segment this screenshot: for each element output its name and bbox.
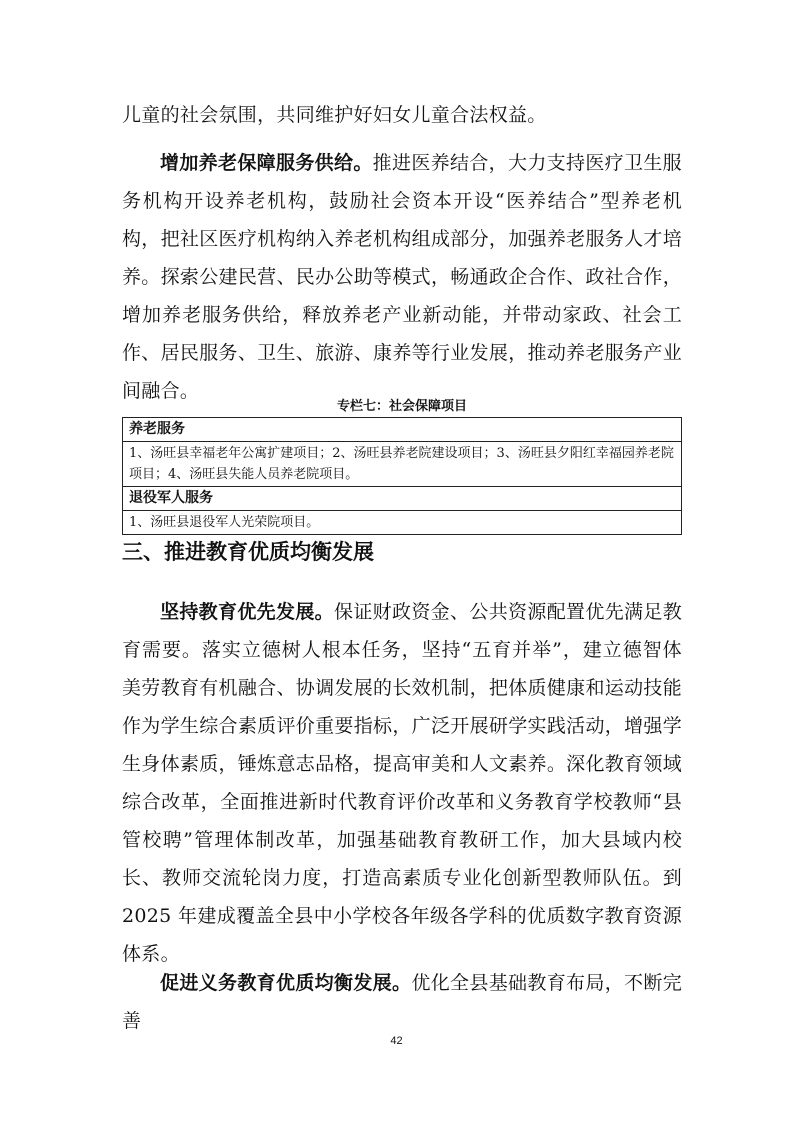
box-title: 专栏七：社会保障项目 bbox=[336, 399, 467, 414]
paragraph-elderly-care bbox=[122, 144, 682, 410]
paragraph-compulsory-education bbox=[122, 964, 682, 1040]
paragraph-text: 保证财政资金、公共资源配置优先满足教育需要。落实立德树人根本任务，坚持“五育并举”，建立德智体美劳教育有机融合、协调发展的长效机制，把体质健康和运动技能作为学生综合素质评价重要指标，广泛开展研学实践活动，增强学生身体素质，锤炼意志品格，提高审美和人文素养。深化教育领域综合改革，全面推进新时代教育评价改革和义务教育学校教师“县管校聘”管理体制改革，加强基础教育教研工作，加大县域内校长、教师交流轮岗力度，打造高素质专业化创新型教师队伍。到 2025 年建成覆盖全县中小学校各年级各学科的优质数字教育资源体系。 bbox=[122, 601, 682, 965]
table-cell: 1、汤旺县退役军人光荣院项目。 bbox=[123, 511, 682, 535]
table-row bbox=[123, 487, 682, 511]
table-section-header: 退役军人服务 bbox=[123, 487, 682, 511]
section-heading: 三、推进教育优质均衡发展 bbox=[122, 540, 374, 564]
paragraph-text: 儿童的社会氛围，共同维护好妇女儿童合法权益。 bbox=[122, 104, 547, 126]
table-row bbox=[123, 442, 682, 487]
table-row bbox=[123, 511, 682, 535]
paragraph-text: 优化全县基础教育布局，不断完善 bbox=[122, 972, 683, 1032]
paragraph-lead: 增加养老保障服务供给。 bbox=[160, 152, 373, 174]
project-box-table bbox=[122, 417, 682, 535]
paragraph-education-priority bbox=[122, 593, 682, 973]
paragraph-text: 推进医养结合，大力支持医疗卫生服务机构开设养老机构，鼓励社会资本开设“医养结合”型养老机构，把社区医疗机构纳入养老机构组成部分，加强养老服务人才培养。探索公建民营、民办公助等模式，畅通政企合作、政社合作，增加养老服务供给，释放养老产业新动能，并带动家政、社会工作、居民服务、卫生、旅游、康养等行业发展，推动养老服务产业间融合。 bbox=[122, 152, 682, 402]
page-number: 42 bbox=[390, 1035, 403, 1047]
table-cell: 1、汤旺县幸福老年公寓扩建项目；2、汤旺县养老院建设项目；3、汤旺县夕阳红幸福园养老院项目；4、汤旺县失能人员养老院项目。 bbox=[123, 442, 682, 487]
table-section-header: 养老服务 bbox=[123, 418, 682, 442]
paragraph-lead: 促进义务教育优质均衡发展。 bbox=[160, 972, 412, 994]
paragraph-continuation bbox=[122, 96, 682, 134]
paragraph-lead: 坚持教育优先发展。 bbox=[160, 601, 335, 623]
table-row bbox=[123, 418, 682, 442]
